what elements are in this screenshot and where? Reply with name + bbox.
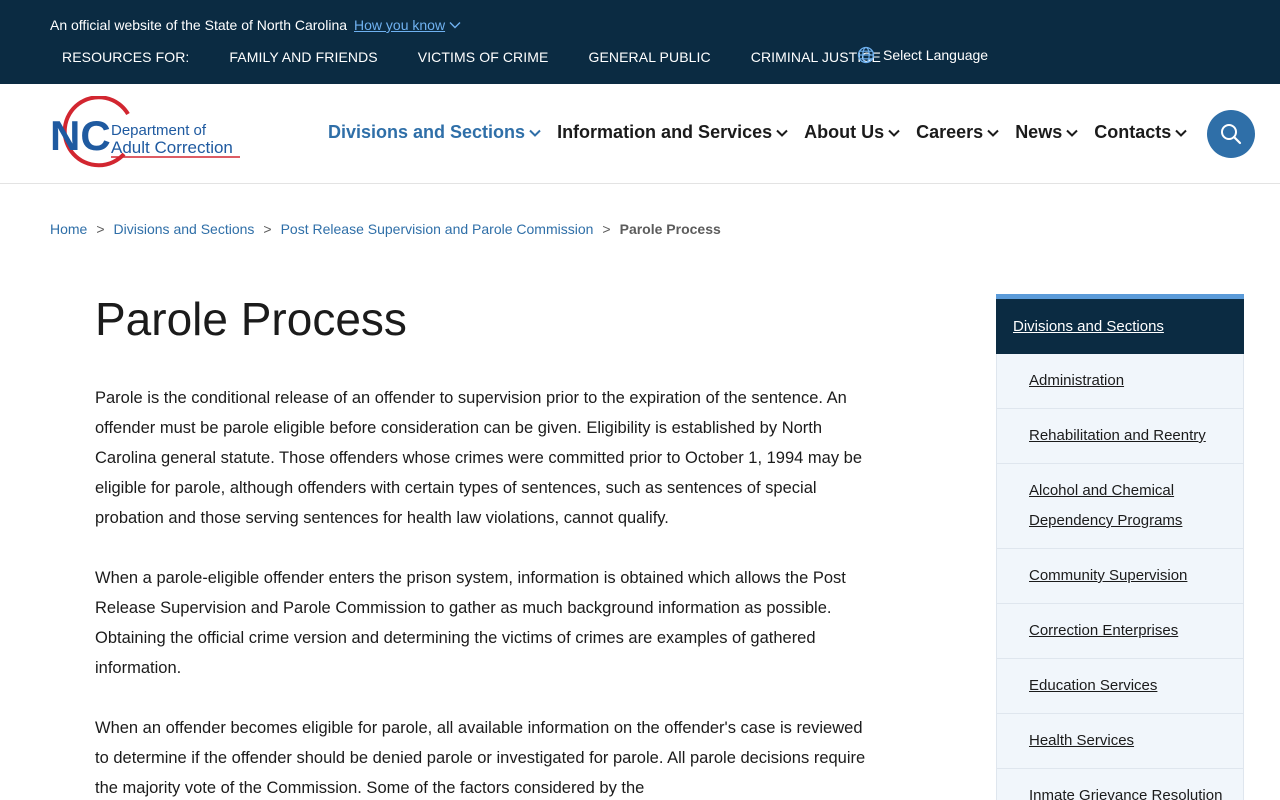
breadcrumb-divisions-link[interactable]: Divisions and Sections [113, 221, 255, 237]
logo-line1: Department of [111, 122, 207, 139]
resource-victims-of-crime-link[interactable]: VICTIMS OF CRIME [417, 49, 549, 65]
chevron-down-icon [1175, 129, 1187, 137]
sidebar-header-link[interactable]: Divisions and Sections [1013, 318, 1164, 335]
chevron-down-icon [888, 129, 900, 137]
breadcrumb-home-link[interactable]: Home [50, 221, 88, 237]
nav-label: Contacts [1094, 122, 1172, 142]
resource-criminal-justice-link[interactable]: CRIMINAL JUSTICE [750, 49, 881, 65]
chevron-down-icon [449, 21, 461, 29]
page-content [95, 383, 875, 800]
main-nav [328, 122, 1203, 143]
page-title: Parole Process [95, 293, 407, 345]
nav-about-us[interactable] [804, 122, 900, 143]
sidebar-item-education-services [996, 659, 1244, 714]
official-site-notice [50, 17, 461, 33]
agency-logo[interactable] [50, 96, 245, 172]
sidebar-link[interactable]: Inmate Grievance Resolution [1029, 787, 1223, 800]
how-you-know-link[interactable] [354, 17, 461, 33]
content-paragraph: When an offender becomes eligible for parole, all available information on the offender's case is reviewed to determine if the offender should be denied parole or investigated for parole. All parole decisions require the majority vote of the Commission. Some of the factors considered by the [95, 719, 866, 797]
content-paragraph: When a parole-eligible offender enters the prison system, information is obtained which allows the Post Release Supervision and Parole Commission to gather as much background information as possible. Obtaining the official crime version and determining the victims of crimes are examples of gathered information. [95, 569, 846, 677]
sidebar-link[interactable]: Rehabilitation and Reentry [1029, 427, 1206, 444]
nav-information-and-services[interactable] [557, 122, 788, 143]
sidebar-item-rehabilitation [996, 409, 1244, 464]
language-label: Select Language [883, 47, 989, 63]
content-paragraph: Parole is the conditional release of an offender to supervision prior to the expiration of the sentence. An offender must be parole eligible before consideration can be given. Eligibility is established by North Carolina general statute. Those offenders whose crimes were committed prior to October 1, 1994 may be eligible for parole, although offenders with certain types of sentences, such as sentences of special probation and those serving sentences for health law violations, cannot qualify. [95, 389, 863, 527]
search-button[interactable] [1207, 110, 1255, 158]
chevron-down-icon [1066, 129, 1078, 137]
nav-label: Careers [916, 122, 984, 142]
breadcrumb-separator: > [96, 221, 105, 237]
sidebar-item-administration [996, 354, 1244, 409]
sidebar-item-community-supervision [996, 549, 1244, 604]
globe-icon [857, 46, 875, 64]
resource-family-and-friends-link[interactable]: FAMILY AND FRIENDS [229, 49, 378, 65]
chevron-down-icon [529, 129, 541, 137]
breadcrumb-current-page: Parole Process [619, 221, 721, 237]
logo-graphic [50, 96, 245, 172]
logo-initials: NC [50, 112, 111, 159]
sidebar-item-inmate-grievance [996, 769, 1244, 800]
nav-careers[interactable] [916, 122, 999, 143]
sidebar-header [996, 299, 1244, 354]
logo-line2: Adult Correction [111, 138, 233, 157]
resource-general-public-link[interactable]: GENERAL PUBLIC [588, 49, 711, 65]
nav-news[interactable] [1015, 122, 1078, 143]
sidebar-link[interactable]: Education Services [1029, 677, 1158, 694]
sidebar-item-health-services [996, 714, 1244, 769]
breadcrumb-separator: > [263, 221, 272, 237]
breadcrumb-separator: > [602, 221, 611, 237]
breadcrumb [50, 221, 721, 237]
nav-label: News [1015, 122, 1063, 142]
section-sidebar [996, 294, 1244, 800]
nav-divisions-and-sections[interactable] [328, 122, 541, 143]
chevron-down-icon [987, 129, 999, 137]
sidebar-link[interactable]: Alcohol and Chemical Dependency Programs [1029, 482, 1183, 529]
official-banner [0, 0, 1280, 84]
resources-label: RESOURCES FOR: [62, 49, 190, 65]
sidebar-item-alcohol-chemical [996, 464, 1244, 549]
how-you-know-label: How you know [354, 17, 446, 33]
sidebar-link[interactable]: Correction Enterprises [1029, 622, 1179, 639]
search-icon [1219, 122, 1243, 146]
language-selector[interactable] [857, 46, 988, 64]
sidebar-link[interactable]: Health Services [1029, 732, 1135, 749]
nav-label: Information and Services [557, 122, 773, 142]
sidebar-link[interactable]: Administration [1029, 372, 1125, 389]
resources-bar [62, 47, 921, 67]
nav-label: About Us [804, 122, 885, 142]
nav-label: Divisions and Sections [328, 122, 526, 142]
sidebar-item-correction-enterprises [996, 604, 1244, 659]
official-text: An official website of the State of North Carolina [50, 17, 348, 33]
site-header [0, 84, 1280, 184]
sidebar-link[interactable]: Community Supervision [1029, 567, 1188, 584]
chevron-down-icon [776, 129, 788, 137]
nav-contacts[interactable] [1094, 122, 1187, 143]
breadcrumb-commission-link[interactable]: Post Release Supervision and Parole Commission [280, 221, 594, 237]
